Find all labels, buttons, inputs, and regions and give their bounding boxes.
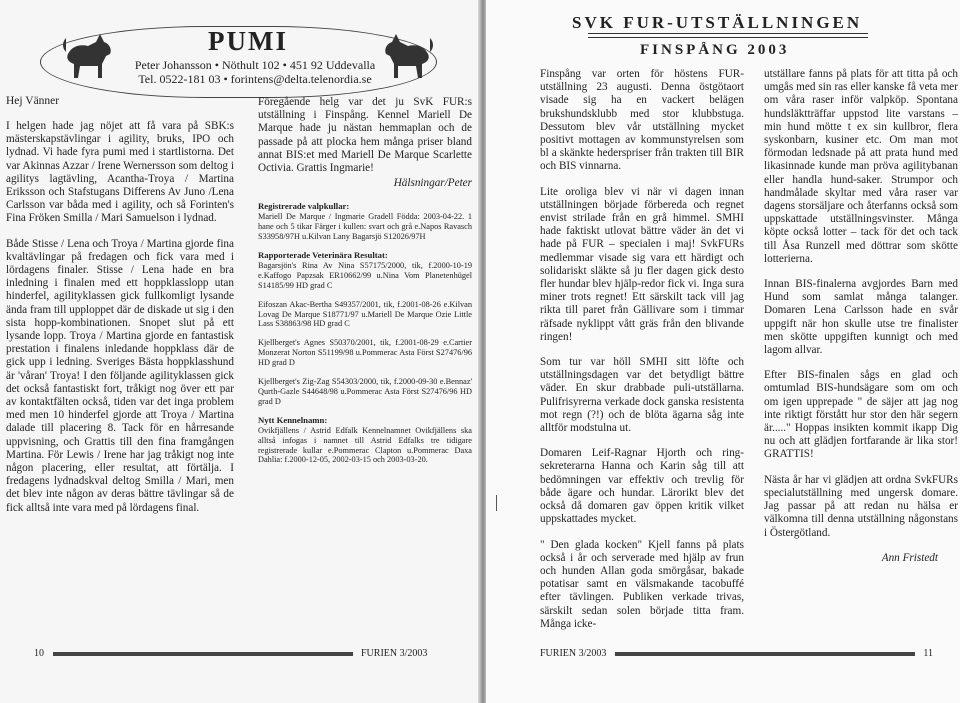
paragraph: utställare fanns på plats för att titta på och umgås med sin ras eller kanske få veta mer om våra raser inför valpköp. Spontana hundsläktträffar uppstod lite varstans – min hund mötte t ex sin kullbror, flera syskonbarn, kusiner etc. Om man mot förmodan ledsnade på att prata hund med likasinnade kunde man pröva agilitybanan eller handla hund-saker. Strumpor och handmålade skyltar med våra raser var dagens storsäljare och återfanns också som uppskattade utställningsvinster. Många köpte också lotter – tack för det och tack till Åsa Runzell med döttrar som skötte lotterierna. (764, 68, 958, 265)
margin-mark (496, 495, 497, 511)
footer-rule (53, 652, 353, 656)
right-page (486, 0, 960, 703)
page-number: 11 (923, 648, 934, 659)
right-column-1 (540, 68, 744, 643)
paragraph: Nästa år har vi glädjen att ordna SvkFURs specialutställning med ungersk domare. Jag passar på att redan nu hälsa er välkomna till denna utställning någonstans i Östergötland. (764, 473, 958, 539)
vet-result: Kjellberget's Agnes S50370/2001, tik, f.2001-08-29 e.Cartier Monzerat Norton S51199/98 u.Pommerac Asta Först S27476/96 HD grad D (258, 338, 472, 368)
right-column-2 (764, 68, 958, 577)
breed-registry (258, 202, 472, 465)
article-title: SVK FUR-UTSTÄLLNINGEN (572, 13, 863, 32)
paragraph: Domaren Leif-Ragnar Hjorth och ring-sekreterarna Hanna och Karin såg till att bedömningen var effektiv och trevlig för både ägare och hundar. Lärorikt blev det också då domaren gav öppen kritik vilket uppskattades mycket. (540, 447, 744, 526)
paragraph: " Den glada kocken" Kjell fanns på plats också i år och serverade med hjälp av frun och hunden Allan goda smörgåsar, bakade potatisar samt en välsmakande tacobuffé efter tävlingen. Publiken verkade trivas, särskilt sedan solen började titta fram. Många icke- (540, 538, 744, 630)
paragraph: Föregående helg var det ju SvK FUR:s utställning i Finspång. Kennel Mariell De Marque hade ju nästan hemmaplan och de passade på att plocka hem många priser bland annat BIS:et med Mariell De Marque Scarlette Octivia. Grattis Ingmarie! (258, 96, 472, 175)
signature: Hälsningar/Peter (393, 177, 472, 190)
kennel-text: Ovikfjällens / Astrid Edfalk Kennelnamnet Ovikfjällens ska alltså infogas i namnet till Astrid Edfalks tre tidigare registrerade kullar e.Pommerac Clapton u.Pommerac Daxa Dahlia: f.2000-12-05, 2002-03-15 och 2003-03-20. (258, 425, 472, 465)
litters-text: Mariell De Marque / Ingmarie Gradell Födda: 2003-04-22. 1 hane och 5 tikar Färger i kullen: svart och grå e.Napos Ravasch S33958/97H u.Kilvan Lany Bagarsjö S12026/97H (258, 212, 472, 242)
paragraph: Efter BIS-finalen sågs en glad och omtumlad BIS-hundsägare som om och om igen upprepade " de säjer att jag nog inte riktigt förstått hur stor den här segern är....." Hoppas insikten kommit ikapp Dig nu och att glädjen fortfarande är lika stor! GRATTIS! (764, 369, 958, 461)
paragraph: Innan BIS-finalerna avgjordes Barn med Hund som samlat många talanger. Domaren Lena Carlsson hade en svår uppgift när hon skulle utse tre finalister men skötte uppgiften kunnigt och med lagom allvar. (764, 278, 958, 357)
page-number: 10 (34, 648, 44, 659)
left-column-1 (6, 120, 234, 527)
contact-address (120, 58, 390, 86)
vet-results-heading: Rapporterade Veterinära Resultat: (258, 250, 388, 261)
author-signature: Ann Fristedt (881, 551, 938, 564)
title-rule (588, 33, 868, 38)
footer-rule (615, 652, 915, 656)
vet-result: Kjellberget's Zig-Zag S54303/2000, tik, f.2000-09-30 e.Bennaz' Qurth-Gazle S44648/98 u.Pommerac Asta Först S27476/96 HD grad D (258, 377, 472, 406)
issue-label: FURIEN 3/2003 (540, 648, 607, 659)
pumi-title: PUMI (208, 26, 288, 56)
litters-heading: Registrerade valpkullar: (258, 201, 350, 212)
address-line: Peter Johansson • Nöthult 102 • 451 92 Uddevalla (134, 58, 376, 72)
vet-result: Bagarsjön's Rina Av Nina S57175/2000, tik, f.2000-10-19 e.Kaffogo Papzsak ER10662/99 u.Nina Vom Planetenhügel S14185/99 HD grad C (258, 260, 472, 290)
issue-label: FURIEN 3/2003 (361, 648, 428, 659)
paragraph: Både Stisse / Lena och Troya / Martina gjorde fina kvaltävlingar på fredagen och fick vara med i lördagens finaler. Stisse / Lena hade en bra inledning i finalen med ett hoppklasslopp utan hinderfel, agilityklassen gick fullkomligt lysande ända fram till upploppet där de diskade ut sig i den sista hopp-kombinationen. Snopet slut på ett lysande lopp. Troya / Martina gjorde en fantastisk prestation i finalens inledande hoppklass där de gick upp i ledning. Sveriges Bästa hoppklasshund är 'våran' Troya! I den följande agilityklassen gick det också fantastiskt fort, tråkigt nog över ett par av kontaktfälten också, tiden var det inga problem med men 10 hinderfel gjorde att Troya / Martina dalade till placering 8. Tack för en hårresande uppvisning, och Grattis till den fina framgången Martina. För Lewis / Irene har jag tråkigt nog inte någon placering, eller resultat, att förtälja. I fredagens lydnadskval deltog Smilla / Mari, men det blev inte någon av deras bättre tävlingar så de fick alltså inte vara med på lördagens final. (6, 237, 234, 514)
left-column-2 (258, 96, 472, 474)
kennel-heading: Nytt Kennelnamn: (258, 414, 328, 425)
right-footer (540, 648, 954, 659)
pumi-dog-icon (382, 30, 438, 82)
paragraph: Lite oroliga blev vi när vi dagen innan utställningen började förbereda och regnet envist strilade från en grå himmel. SMHI hade faktiskt utlovat bättre väder än det vi hade på FUR – specialen i maj! SvkFURs medlemmar visade sig vara ett härdigt och solidariskt släkte så ju fler dagen gick desto fler hundar blev hjälp-redor fick vi. Inga sura miner trots regnet! Ett särskilt tack vill jag rikta till paret från Gällivare som i timmar räfsade nyklippt vått gräs från den blivande ringen! (540, 185, 744, 343)
vet-result: Eifoszan Akac-Bertha S49357/2001, tik, f.2001-08-26 e.Kilvan Lovag De Marque S18771/97 u.Mariell De Marque Ozie Little Lass S38863/98 HD grad C (258, 299, 472, 329)
paragraph: Som tur var höll SMHI sitt löfte och utställningsdagen var det betydligt bättre väder. En skur drabbade puli-utställarna. Pulifrisyrerna verkade dock ganska resistenta mot regn (?!) och de blöta ägarna såg inte alltför modstulna ut. (540, 356, 744, 435)
pumi-dog-icon (58, 30, 116, 82)
phone-email-line: Tel. 0522-181 03 • forintens@delta.telenordia.se (138, 72, 372, 86)
paragraph: I helgen hade jag nöjet att få vara på SBK:s mästerskapstävlingar i agility, bruks, IPO och lydnad. Vi hade fyra pumi med i startlistorna. Det var Akinnas Azzar / Irene Wernersson som deltog i agilitys lagtävling, Acantha-Troya / Martina Eriksson och Stafstugans Differens Av Juno /Lena Carlsson var båda med i agility, och så Forinten's Fina Fröken Smilla / Mari Samuelson i lydnad. (6, 120, 234, 225)
left-footer (34, 648, 454, 659)
article-subtitle: FINSPÅNG 2003 (640, 42, 790, 58)
greeting: Hej Vänner (6, 95, 60, 107)
paragraph: Finspång var orten för höstens FUR-utställning 23 augusti. Denna östgötaort visade sig ha en vackert belägen brukshundsklubb med stor klubbstuga. Dessutom blev vår utställning mycket positivt mottagen av kommunstyrelsen som bl a skänkte hederspriser från trakten till BIR och BIS vinnarna. (540, 68, 744, 173)
